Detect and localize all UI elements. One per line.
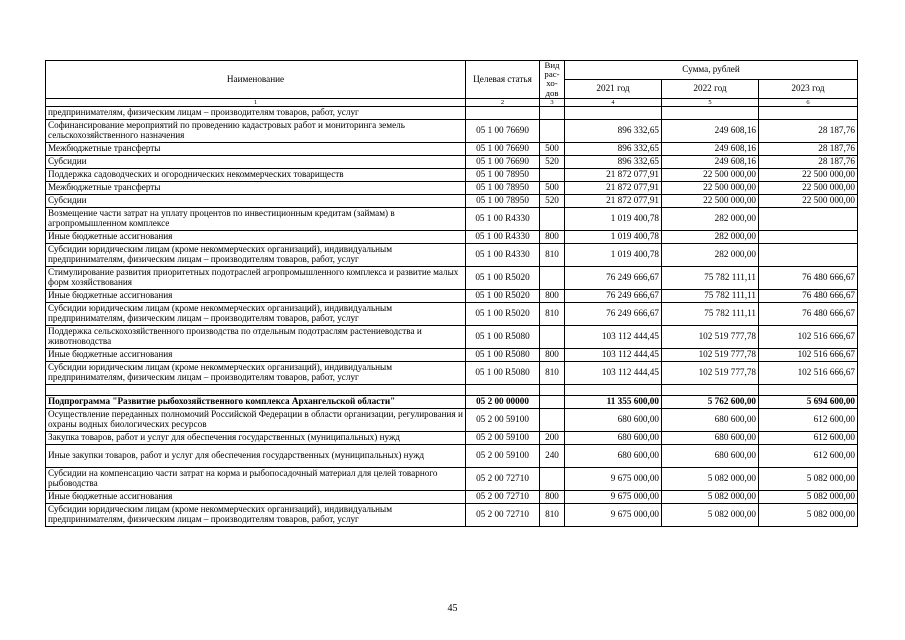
header-year-2021: 2021 год bbox=[565, 80, 662, 99]
row-amount-2021: 21 872 077,91 bbox=[565, 194, 662, 207]
row-amount-2022: 22 500 000,00 bbox=[662, 181, 759, 194]
row-target-article: 05 1 00 76690 bbox=[466, 142, 540, 155]
row-target-article: 05 1 00 R5080 bbox=[466, 325, 540, 348]
table-row bbox=[46, 408, 858, 431]
table-row bbox=[46, 207, 858, 230]
row-name bbox=[46, 361, 466, 384]
table-row bbox=[46, 431, 858, 444]
table-row bbox=[46, 361, 858, 384]
row-expense-type: 240 bbox=[540, 444, 565, 467]
row-name bbox=[46, 106, 466, 119]
row-amount-2022: 5 082 000,00 bbox=[662, 503, 759, 526]
row-name bbox=[46, 243, 466, 266]
row-expense-type bbox=[540, 467, 565, 490]
row-amount-2023: 22 500 000,00 bbox=[759, 168, 858, 181]
row-amount-2023: 28 187,76 bbox=[759, 155, 858, 168]
header-name: Наименование bbox=[46, 61, 466, 99]
row-name bbox=[46, 325, 466, 348]
row-expense-type: 520 bbox=[540, 155, 565, 168]
row-amount-2021: 9 675 000,00 bbox=[565, 467, 662, 490]
row-amount-2022: 680 600,00 bbox=[662, 408, 759, 431]
row-name-text: Субсидии юридическим лицам (кроме некоммерческих организаций), индивидуальным предпринимателям, физическим лицам – производителям товаров, работ, услуг bbox=[48, 304, 393, 323]
row-amount-2021: 1 019 400,78 bbox=[565, 207, 662, 230]
table-row bbox=[46, 142, 858, 155]
row-amount-2021: 896 332,65 bbox=[565, 142, 662, 155]
row-target-article: 05 1 00 R5080 bbox=[466, 361, 540, 384]
row-amount-2022: 22 500 000,00 bbox=[662, 194, 759, 207]
row-amount-2022 bbox=[662, 106, 759, 119]
row-expense-type bbox=[540, 207, 565, 230]
row-name-text: Субсидии bbox=[48, 195, 87, 205]
table-row bbox=[46, 243, 858, 266]
row-name-text: Иные закупки товаров, работ и услуг для обеспечения государственных (муниципальных) нужд bbox=[48, 450, 425, 460]
row-amount-2023: 102 516 666,67 bbox=[759, 348, 858, 361]
row-amount-2021: 11 355 600,00 bbox=[565, 395, 662, 408]
row-amount-2023 bbox=[759, 106, 858, 119]
row-expense-type: 800 bbox=[540, 230, 565, 243]
column-number: 1 bbox=[46, 98, 466, 106]
row-name bbox=[46, 444, 466, 467]
row-expense-type: 810 bbox=[540, 302, 565, 325]
row-amount-2022: 249 608,16 bbox=[662, 142, 759, 155]
row-name bbox=[46, 384, 466, 395]
row-name bbox=[46, 490, 466, 503]
row-amount-2022: 249 608,16 bbox=[662, 119, 759, 142]
row-amount-2022: 102 519 777,78 bbox=[662, 325, 759, 348]
row-expense-type: 800 bbox=[540, 348, 565, 361]
row-name bbox=[46, 348, 466, 361]
row-name bbox=[46, 181, 466, 194]
row-name bbox=[46, 408, 466, 431]
row-name-text: Иные бюджетные ассигнования bbox=[48, 231, 173, 241]
row-name-text: Поддержка сельскохозяйственного производства по отдельным подотраслям растениеводства и животноводства bbox=[48, 327, 422, 346]
table-row bbox=[46, 490, 858, 503]
row-amount-2023: 76 480 666,67 bbox=[759, 289, 858, 302]
row-amount-2021: 1 019 400,78 bbox=[565, 230, 662, 243]
table-row bbox=[46, 302, 858, 325]
row-amount-2023 bbox=[759, 207, 858, 230]
row-expense-type bbox=[540, 266, 565, 289]
table-row bbox=[46, 266, 858, 289]
row-expense-type bbox=[540, 119, 565, 142]
row-target-article: 05 1 00 78950 bbox=[466, 194, 540, 207]
row-name bbox=[46, 289, 466, 302]
row-amount-2022: 680 600,00 bbox=[662, 431, 759, 444]
row-amount-2023: 28 187,76 bbox=[759, 119, 858, 142]
row-name bbox=[46, 503, 466, 526]
row-amount-2021: 103 112 444,45 bbox=[565, 361, 662, 384]
header-year-2023: 2023 год bbox=[759, 80, 858, 99]
row-amount-2022: 282 000,00 bbox=[662, 207, 759, 230]
row-expense-type: 800 bbox=[540, 490, 565, 503]
row-name-text: Иные бюджетные ассигнования bbox=[48, 349, 173, 359]
row-target-article: 05 1 00 76690 bbox=[466, 155, 540, 168]
row-name-text: Субсидии bbox=[48, 156, 87, 166]
row-name-text: Закупка товаров, работ и услуг для обеспечения государственных (муниципальных) нужд bbox=[48, 432, 400, 442]
row-target-article: 05 1 00 R4330 bbox=[466, 230, 540, 243]
row-amount-2021: 76 249 666,67 bbox=[565, 266, 662, 289]
row-name bbox=[46, 119, 466, 142]
row-target-article: 05 2 00 72710 bbox=[466, 503, 540, 526]
table-row bbox=[46, 230, 858, 243]
row-amount-2021: 21 872 077,91 bbox=[565, 181, 662, 194]
table-row bbox=[46, 325, 858, 348]
row-amount-2022: 5 762 600,00 bbox=[662, 395, 759, 408]
table-row bbox=[46, 384, 858, 395]
row-target-article: 05 1 00 R5080 bbox=[466, 348, 540, 361]
row-name bbox=[46, 467, 466, 490]
row-target-article bbox=[466, 384, 540, 395]
row-name-text: Субсидии на компенсацию части затрат на корма и рыбопосадочный материал для целей товарного рыбоводства bbox=[48, 469, 438, 488]
row-name bbox=[46, 207, 466, 230]
row-amount-2021: 21 872 077,91 bbox=[565, 168, 662, 181]
row-amount-2023: 28 187,76 bbox=[759, 142, 858, 155]
row-amount-2023: 612 600,00 bbox=[759, 408, 858, 431]
header-year-2022: 2022 год bbox=[662, 80, 759, 99]
row-name-text: Иные бюджетные ассигнования bbox=[48, 290, 173, 300]
row-expense-type: 520 bbox=[540, 194, 565, 207]
row-target-article: 05 1 00 78950 bbox=[466, 181, 540, 194]
table-row bbox=[46, 289, 858, 302]
row-name bbox=[46, 168, 466, 181]
row-name-text: Софинансирование мероприятий по проведению кадастровых работ и мониторинга земель сельскохозяйственного назначения bbox=[48, 121, 405, 140]
row-target-article: 05 1 00 R5020 bbox=[466, 302, 540, 325]
header-target-article: Целевая статья bbox=[466, 61, 540, 99]
row-amount-2022: 282 000,00 bbox=[662, 230, 759, 243]
row-target-article: 05 1 00 78950 bbox=[466, 168, 540, 181]
row-amount-2023: 76 480 666,67 bbox=[759, 302, 858, 325]
row-name-text: Иные бюджетные ассигнования bbox=[48, 491, 173, 501]
document-page bbox=[45, 60, 857, 527]
row-amount-2023 bbox=[759, 230, 858, 243]
row-amount-2021: 680 600,00 bbox=[565, 431, 662, 444]
row-amount-2021: 9 675 000,00 bbox=[565, 503, 662, 526]
row-amount-2021: 896 332,65 bbox=[565, 119, 662, 142]
row-amount-2021 bbox=[565, 106, 662, 119]
table-row bbox=[46, 503, 858, 526]
row-target-article: 05 2 00 72710 bbox=[466, 490, 540, 503]
table-row bbox=[46, 444, 858, 467]
row-expense-type: 500 bbox=[540, 142, 565, 155]
row-expense-type: 500 bbox=[540, 181, 565, 194]
row-amount-2022: 75 782 111,11 bbox=[662, 302, 759, 325]
row-amount-2022: 282 000,00 bbox=[662, 243, 759, 266]
row-amount-2023 bbox=[759, 384, 858, 395]
row-amount-2021: 1 019 400,78 bbox=[565, 243, 662, 266]
row-expense-type bbox=[540, 106, 565, 119]
row-name bbox=[46, 395, 466, 408]
row-name-text: Возмещение части затрат на уплату процентов по инвестиционным кредитам (займам) в агропромышленном комплексе bbox=[48, 209, 395, 228]
row-name bbox=[46, 155, 466, 168]
row-expense-type: 810 bbox=[540, 503, 565, 526]
row-expense-type bbox=[540, 384, 565, 395]
column-number: 3 bbox=[540, 98, 565, 106]
row-name-text: Субсидии юридическим лицам (кроме некоммерческих организаций), индивидуальным предпринимателям, физическим лицам – производителям товаров, работ, услуг bbox=[48, 363, 393, 382]
row-amount-2021: 103 112 444,45 bbox=[565, 325, 662, 348]
column-number: 6 bbox=[759, 98, 858, 106]
row-expense-type: 810 bbox=[540, 243, 565, 266]
row-name bbox=[46, 142, 466, 155]
row-target-article: 05 1 00 R5020 bbox=[466, 289, 540, 302]
row-amount-2021: 76 249 666,67 bbox=[565, 302, 662, 325]
table-row bbox=[46, 467, 858, 490]
header-expense-type: Вид рас-хо-дов bbox=[540, 61, 565, 99]
row-amount-2023: 22 500 000,00 bbox=[759, 194, 858, 207]
row-name-text: предпринимателям, физическим лицам – производителям товаров, работ, услуг bbox=[48, 107, 359, 117]
row-target-article: 05 2 00 59100 bbox=[466, 408, 540, 431]
row-name bbox=[46, 302, 466, 325]
page-number: 45 bbox=[447, 603, 458, 614]
row-target-article: 05 1 00 R4330 bbox=[466, 243, 540, 266]
row-amount-2023: 612 600,00 bbox=[759, 444, 858, 467]
column-number: 5 bbox=[662, 98, 759, 106]
row-expense-type: 800 bbox=[540, 289, 565, 302]
row-amount-2022: 102 519 777,78 bbox=[662, 348, 759, 361]
row-target-article bbox=[466, 106, 540, 119]
row-name-text: Субсидии юридическим лицам (кроме некоммерческих организаций), индивидуальным предпринимателям, физическим лицам – производителям товаров, работ, услуг bbox=[48, 505, 393, 524]
row-expense-type bbox=[540, 168, 565, 181]
row-expense-type bbox=[540, 408, 565, 431]
row-name-text: Подпрограмма "Развитие рыбохозяйственного комплекса Архангельской области" bbox=[48, 396, 396, 406]
row-name-text: Осуществление переданных полномочий Российской Федерации в области организации, регулирования и охраны водных биологических ресурсов bbox=[48, 410, 463, 429]
row-amount-2023: 102 516 666,67 bbox=[759, 361, 858, 384]
row-amount-2022: 102 519 777,78 bbox=[662, 361, 759, 384]
row-amount-2021: 103 112 444,45 bbox=[565, 348, 662, 361]
table-row bbox=[46, 194, 858, 207]
row-amount-2021: 680 600,00 bbox=[565, 408, 662, 431]
row-amount-2022: 249 608,16 bbox=[662, 155, 759, 168]
budget-table bbox=[45, 60, 858, 527]
table-body bbox=[46, 106, 858, 526]
row-amount-2023: 5 694 600,00 bbox=[759, 395, 858, 408]
row-expense-type: 810 bbox=[540, 361, 565, 384]
row-target-article: 05 2 00 72710 bbox=[466, 467, 540, 490]
header-sum: Сумма, рублей bbox=[565, 61, 858, 80]
table-row bbox=[46, 119, 858, 142]
row-amount-2022 bbox=[662, 384, 759, 395]
row-amount-2021 bbox=[565, 384, 662, 395]
row-name-text: Стимулирование развития приоритетных подотраслей агропромышленного комплекса и развитие малых форм хозяйствования bbox=[48, 268, 459, 287]
row-amount-2023: 612 600,00 bbox=[759, 431, 858, 444]
row-name-text: Межбюджетные трансферты bbox=[48, 182, 161, 192]
row-target-article: 05 1 00 R5020 bbox=[466, 266, 540, 289]
row-amount-2022: 75 782 111,11 bbox=[662, 266, 759, 289]
row-target-article: 05 1 00 R4330 bbox=[466, 207, 540, 230]
row-target-article: 05 2 00 59100 bbox=[466, 431, 540, 444]
row-name-text: Поддержка садоводческих и огороднических некоммерческих товариществ bbox=[48, 169, 344, 179]
row-amount-2021: 680 600,00 bbox=[565, 444, 662, 467]
row-name bbox=[46, 266, 466, 289]
table-row bbox=[46, 155, 858, 168]
row-expense-type bbox=[540, 395, 565, 408]
row-name bbox=[46, 194, 466, 207]
row-amount-2021: 9 675 000,00 bbox=[565, 490, 662, 503]
row-amount-2021: 896 332,65 bbox=[565, 155, 662, 168]
table-row bbox=[46, 395, 858, 408]
row-target-article: 05 1 00 76690 bbox=[466, 119, 540, 142]
row-amount-2021: 76 249 666,67 bbox=[565, 289, 662, 302]
row-amount-2022: 22 500 000,00 bbox=[662, 168, 759, 181]
row-amount-2023: 5 082 000,00 bbox=[759, 503, 858, 526]
row-amount-2022: 5 082 000,00 bbox=[662, 467, 759, 490]
row-target-article: 05 2 00 59100 bbox=[466, 444, 540, 467]
table-row bbox=[46, 348, 858, 361]
row-amount-2023: 102 516 666,67 bbox=[759, 325, 858, 348]
table-row bbox=[46, 106, 858, 119]
row-amount-2023: 22 500 000,00 bbox=[759, 181, 858, 194]
table-row bbox=[46, 168, 858, 181]
row-expense-type bbox=[540, 325, 565, 348]
column-number: 2 bbox=[466, 98, 540, 106]
row-expense-type: 200 bbox=[540, 431, 565, 444]
row-name-text: Субсидии юридическим лицам (кроме некоммерческих организаций), индивидуальным предпринимателям, физическим лицам – производителям товаров, работ, услуг bbox=[48, 245, 393, 264]
row-target-article: 05 2 00 00000 bbox=[466, 395, 540, 408]
row-amount-2023: 5 082 000,00 bbox=[759, 467, 858, 490]
row-amount-2023: 5 082 000,00 bbox=[759, 490, 858, 503]
row-amount-2022: 680 600,00 bbox=[662, 444, 759, 467]
row-name-text: Межбюджетные трансферты bbox=[48, 143, 161, 153]
row-name bbox=[46, 230, 466, 243]
column-number: 4 bbox=[565, 98, 662, 106]
row-name bbox=[46, 431, 466, 444]
row-amount-2023 bbox=[759, 243, 858, 266]
row-amount-2022: 75 782 111,11 bbox=[662, 289, 759, 302]
table-row bbox=[46, 181, 858, 194]
row-amount-2022: 5 082 000,00 bbox=[662, 490, 759, 503]
row-amount-2023: 76 480 666,67 bbox=[759, 266, 858, 289]
